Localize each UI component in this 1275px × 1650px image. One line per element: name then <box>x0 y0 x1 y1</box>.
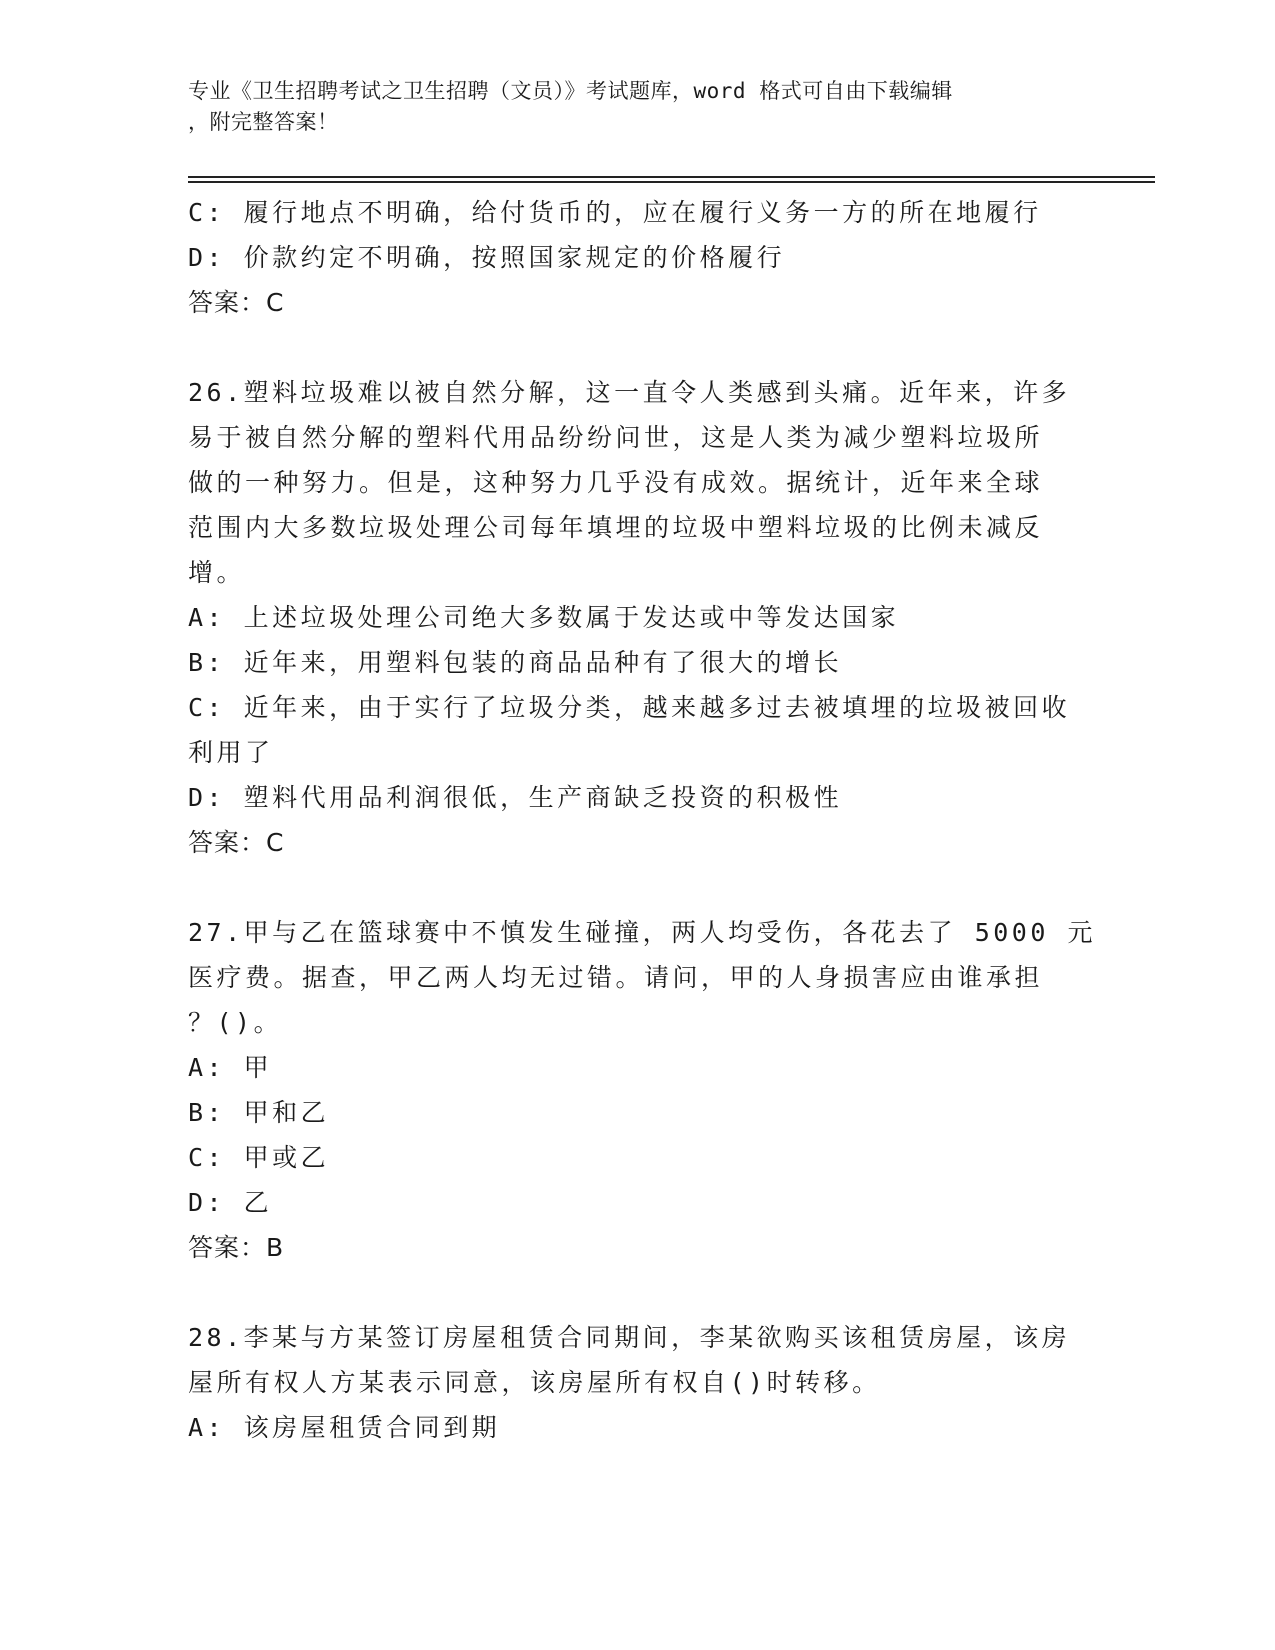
question-stem-line: 范围内大多数垃圾处理公司每年填埋的垃圾中塑料垃圾的比例未减反 <box>188 513 1044 542</box>
question-stem-line: ？()。 <box>188 1008 283 1037</box>
option-c: C: 甲或乙 <box>188 1143 330 1172</box>
option-c: C: 近年来，由于实行了垃圾分类，越来越多过去被填埋的垃圾被回收 <box>188 693 1071 722</box>
answer-line: 答案：C <box>188 828 285 857</box>
header-line-1: 专业《卫生招聘考试之卫生招聘（文员）》考试题库，word 格式可自由下载编辑 <box>188 79 953 103</box>
option-a: A: 甲 <box>188 1053 273 1082</box>
option-a: A: 上述垃圾处理公司绝大多数属于发达或中等发达国家 <box>188 603 900 632</box>
question-stem-line: 屋所有权人方某表示同意，该房屋所有权自()时转移。 <box>188 1368 881 1397</box>
page-header <box>188 76 1088 138</box>
spacer <box>188 325 1088 370</box>
spacer <box>188 865 1088 910</box>
header-divider-bottom <box>188 181 1155 183</box>
option-d: D: 乙 <box>188 1188 273 1217</box>
answer-line: 答案：C <box>188 288 285 317</box>
option-a: A: 该房屋租赁合同到期 <box>188 1413 501 1442</box>
question-content <box>188 190 1096 1450</box>
question-27 <box>188 910 1096 1270</box>
question-28 <box>188 1315 1088 1450</box>
header-line-2: ，附完整答案！ <box>188 110 339 134</box>
option-b: B: 甲和乙 <box>188 1098 330 1127</box>
question-stem-line: 增。 <box>188 558 246 587</box>
question-stem-line: 医疗费。据查，甲乙两人均无过错。请问，甲的人身损害应由谁承担 <box>188 963 1044 992</box>
spacer <box>188 1270 1088 1315</box>
header-divider-top <box>188 176 1155 178</box>
option-d: D: 价款约定不明确，按照国家规定的价格履行 <box>188 243 786 272</box>
question-stem-line: 28.李某与方某签订房屋租赁合同期间，李某欲购买该租赁房屋，该房 <box>188 1323 1071 1352</box>
question-26 <box>188 370 1088 865</box>
question-stem-line: 易于被自然分解的塑料代用品纷纷问世，这是人类为减少塑料垃圾所 <box>188 423 1044 452</box>
question-stem-line: 27.甲与乙在篮球赛中不慎发生碰撞，两人均受伤，各花去了 5000 元 <box>188 918 1096 947</box>
option-b: B: 近年来，用塑料包装的商品品种有了很大的增长 <box>188 648 843 677</box>
question-stem-line: 26.塑料垃圾难以被自然分解，这一直令人类感到头痛。近年来，许多 <box>188 378 1071 407</box>
question-stem-line: 做的一种努力。但是，这种努力几乎没有成效。据统计，近年来全球 <box>188 468 1044 497</box>
option-c: C: 履行地点不明确，给付货币的，应在履行义务一方的所在地履行 <box>188 198 1042 227</box>
answer-line: 答案：B <box>188 1233 285 1262</box>
option-d: D: 塑料代用品利润很低，生产商缺乏投资的积极性 <box>188 783 843 812</box>
question-25-tail <box>188 190 1088 325</box>
option-c-continued: 利用了 <box>188 738 274 767</box>
